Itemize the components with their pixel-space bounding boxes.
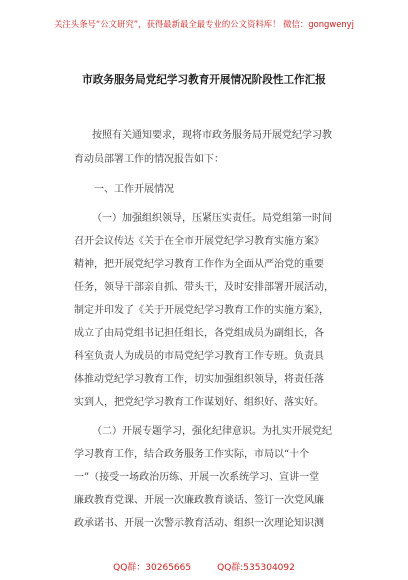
body-line: 科室负责人为成员的市局党纪学习教育工作专班。负责具 — [74, 351, 324, 362]
body-line: 廉政教育党课、开展一次廉政教育谈话、签订一次党风廉 — [74, 495, 324, 506]
footer-qq-left: QQ群：30265665 — [113, 563, 192, 573]
body-line: （一）加强组织领导，压紧压实责任。局党组第一时间 — [92, 213, 332, 224]
body-line: 政承诺书、开展一次警示教育活动、组织一次理论知识测 — [74, 518, 324, 529]
body-line: 精神，把开展党纪学习教育工作作为全面从严治党的重要 — [74, 259, 324, 270]
body-line: 体推动党纪学习教育工作，切实加强组织领导，将责任落 — [74, 374, 324, 385]
body-line: 按照有关通知要求，现将市政务服务局开展党纪学习教 — [92, 130, 332, 141]
body-line: 一”（接受一场政治历练、开展一次系统学习、宣讲一堂 — [74, 472, 320, 483]
body-line: 制定并印发了《关于开展党纪学习教育工作的实施方案》， — [74, 305, 329, 316]
body-line: 召开会议传达《关于在全市开展党纪学习教育实施方案》 — [74, 236, 324, 247]
body-line: 实到人，把党纪学习教育工作谋划好、组织好、落实好。 — [74, 397, 324, 408]
body-line: 成立了由局党组书记担任组长，各党组成员为副组长，各 — [74, 328, 324, 339]
body-line: 学习教育工作，结合政务服务工作实际，市局以“十个 — [74, 449, 310, 460]
section-heading: 一、工作开展情况 — [94, 184, 174, 195]
body-line: 任务，领导干部亲自抓、带头干，及时安排部署开展活动， — [74, 282, 334, 293]
body-line: 育动员部署工作的情况报告如下： — [74, 154, 224, 165]
document-title: 市政务服务局党纪学习教育开展情况阶段性工作汇报 — [82, 74, 326, 86]
header-promo-text: 关注头条号“公文研究”，获得最新最全最专业的公文资料库！ 微信：gongwenyj — [54, 19, 354, 29]
body-line: （二）开展专题学习，强化纪律意识。为扎实开展党纪 — [92, 426, 332, 437]
footer-qq-groups — [0, 560, 408, 573]
footer-qq-right: QQ群:535304092 — [217, 563, 295, 573]
